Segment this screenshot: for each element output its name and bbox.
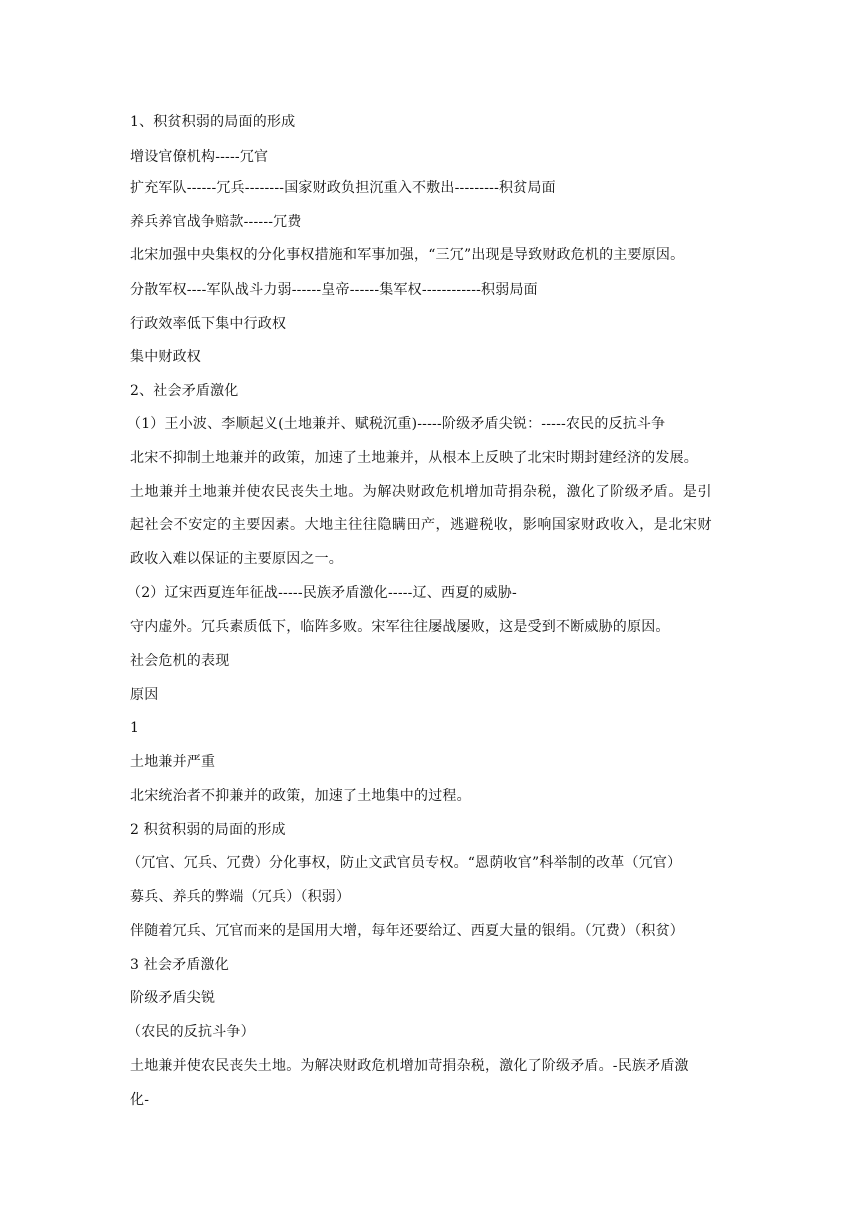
text-line: 土地兼并严重 bbox=[130, 754, 216, 770]
text-line: 伴随着冗兵、冗官而来的是国用大增，每年还要给辽、西夏大量的银绢。（冗费）（积贫） bbox=[130, 923, 684, 939]
text-line: （1）王小波、李顺起义(土地兼并、赋税沉重)-----阶级矛盾尖锐：-----农民的反抗斗争 bbox=[127, 416, 666, 432]
text-line: 集中财政权 bbox=[130, 349, 201, 365]
text-line: 分散军权----军队战斗力弱------皇帝------集军权------------积弱局面 bbox=[130, 282, 538, 298]
text-line: 政收入难以保证的主要原因之一。 bbox=[130, 551, 343, 567]
text-line: 2 积贫积弱的局面的形成 bbox=[130, 822, 286, 838]
text-line: 阶级矛盾尖锐 bbox=[130, 990, 216, 1006]
text-line: 北宋加强中央集权的分化事权措施和军事加强，“三冗”出现是导致财政危机的主要原因。 bbox=[130, 247, 685, 263]
text-line: （冗官、冗兵、冗费）分化事权，防止文武官员专权。“恩荫收官”科举制的改革（冗官） bbox=[127, 855, 682, 871]
text-line: 社会危机的表现 bbox=[130, 653, 230, 669]
heading-1: 1、积贫积弱的局面的形成 bbox=[130, 114, 296, 130]
text-line: 化- bbox=[130, 1092, 150, 1108]
text-line: 原因 bbox=[130, 687, 159, 703]
text-line: （农民的反抗斗争） bbox=[127, 1024, 255, 1040]
text-line: 北宋不抑制土地兼并的政策，加速了土地兼并，从根本上反映了北宋时期封建经济的发展。 bbox=[130, 450, 698, 466]
text-line: 守内虚外。冗兵素质低下，临阵多败。宋军往往屡战屡败，这是受到不断威胁的原因。 bbox=[130, 619, 670, 635]
text-line: 土地兼并使农民丧失土地。为解决财政危机增加苛捐杂税，激化了阶级矛盾。-民族矛盾激 bbox=[130, 1058, 689, 1074]
text-line: 募兵、养兵的弊端（冗兵）（积弱） bbox=[130, 889, 351, 905]
text-line: 行政效率低下集中行政权 bbox=[130, 316, 287, 332]
text-line: 增设官僚机构-----冗官 bbox=[130, 149, 269, 165]
text-line: 土地兼并土地兼并使农民丧失土地。为解决财政危机增加苛捐杂税，激化了阶级矛盾。是引 bbox=[130, 484, 712, 500]
text-line: 扩充军队------冗兵--------国家财政负担沉重入不敷出---------积贫局面 bbox=[130, 180, 556, 196]
text-line: 北宋统治者不抑兼并的政策，加速了土地集中的过程。 bbox=[130, 788, 471, 804]
text-line: 起社会不安定的主要因素。大地主往往隐瞒田产，逃避税收，影响国家财政收入，是北宋财 bbox=[130, 517, 712, 533]
text-line: 3 社会矛盾激化 bbox=[130, 957, 229, 973]
text-line: 养兵养官战争赔款------冗费 bbox=[130, 214, 302, 230]
text-line: 1 bbox=[130, 720, 140, 736]
heading-2: 2、社会矛盾激化 bbox=[130, 383, 239, 399]
text-line: （2）辽宋西夏连年征战-----民族矛盾激化-----辽、西夏的威胁- bbox=[127, 585, 517, 601]
